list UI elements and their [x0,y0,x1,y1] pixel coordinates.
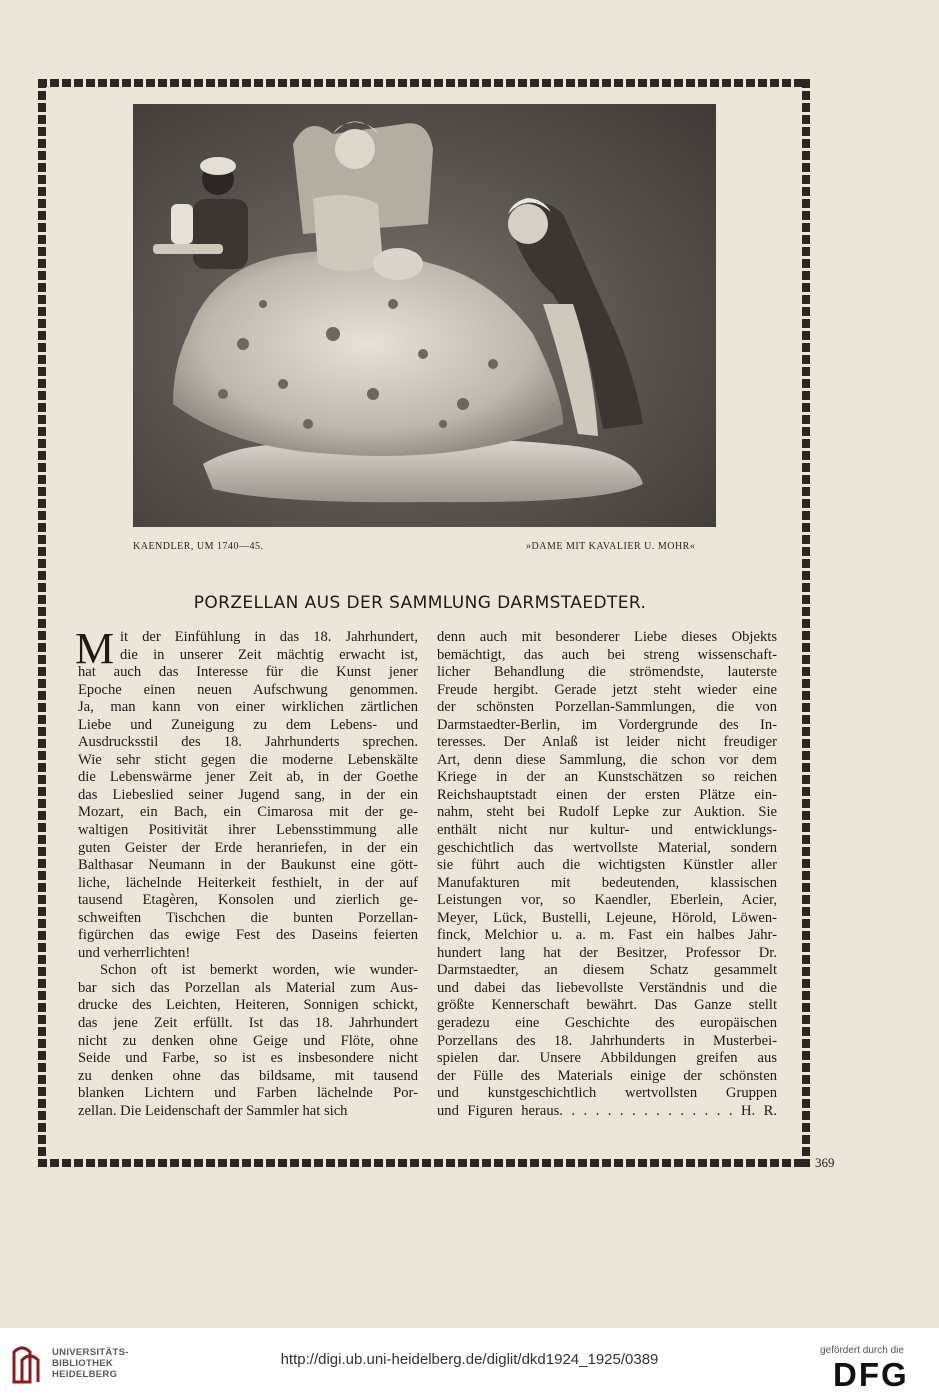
text-line: Ausdrucksstil des 18. Jahrhunderts sprechen. [78,734,418,751]
text-line: und verherrlichten! [78,944,191,961]
library-name-line: BIBLIOTHEK [52,1358,114,1369]
text-line: das Liebeslied seiner Jugend sang, in der ein [78,786,418,803]
text-line: nahm, steht bei Rudolf Lepke zur Auktion. Sie [437,804,777,821]
drop-cap: M [75,624,115,673]
text-line: Schon oft ist bemerkt worden, wie wunder- [100,962,418,979]
text-line: das jene Zeit erfüllt. Ist das 18. Jahrhundert [78,1015,418,1032]
frame-top-border [38,79,810,87]
library-name-line: UNIVERSITÄTS- [52,1347,129,1358]
text-line: hat auch das Interesse für die Kunst jener [78,664,418,681]
text-line: Darmstaedter, an diesem Schatz gesammelt [437,962,777,979]
text-line: zellan. Die Leidenschaft der Sammler hat sich [78,1102,348,1119]
text-line: Reichshauptstadt einen der ersten Plätze ein- [437,786,777,803]
text-line: enthält nicht nur kultur- und entwicklungs- [437,822,777,839]
text-line: licher Behandlung die strömendste, lauterste [437,664,777,681]
text-line: Kriege in der an Kunstschätzen so reichen [437,769,777,786]
text-line: guten Geister der Erde heranriefen, in der ein [78,839,418,856]
left-text-column [78,629,418,1120]
text-line: Epoche einen neuen Aufschwung genommen. [78,681,418,698]
text-line: Freude hergibt. Gerade jetzt steht wieder eine [437,681,777,698]
text-line: blanken Lichtern und Farben lächelnde Por- [78,1085,418,1102]
text-line: und kunstgeschichtlich wertvollsten Gruppen [437,1085,777,1102]
figure-caption-title: »DAME MIT KAVALIER U. MOHR« [526,541,696,552]
text-line: it der Einfühlung in das 18. Jahrhundert, [120,629,418,645]
library-name-line: HEIDELBERG [52,1369,118,1380]
text-line: Balthasar Neumann in der Baukunst eine gött- [78,857,418,874]
text-line: geradezu eine Geschichte des europäischen [437,1015,777,1032]
source-url[interactable]: http://digi.ub.uni-heidelberg.de/diglit/dkd1924_1925/0389 [280,1351,659,1368]
text-line: schweiften Tischchen die bunten Porzellan- [78,909,418,926]
text-line: Art, denn diese Sammlung, die schon vor dem [437,751,777,768]
text-line: sie führt auch die wichtigsten Künstler aller [437,857,777,874]
text-line: spielen dar. Unsere Abbildungen greifen aus [437,1050,777,1067]
dfg-logo: DFG [833,1356,909,1393]
text-line: liche, lächelnde Heiterkeit festhielt, in der auf [78,874,418,891]
text-line: drucke des Leichten, Heiteren, Sonnigen schickt, [78,997,418,1014]
figure-caption-artist: KAENDLER, UM 1740—45. [133,541,264,552]
frame-left-border [38,79,46,1167]
text-line: nicht zu denken ohne Geige und Flöte, ohne [78,1032,418,1049]
text-line: teresses. Der Anlaß ist leider nicht freudiger [437,734,777,751]
text-line: bar sich das Porzellan als Material zum Aus- [78,979,418,996]
text-line: tausend Etagèren, Konsolen und zierlich ge- [78,892,418,909]
text-line: Darmstaedter-Berlin, im Vordergrunde des In- [437,716,777,733]
text-line: Liebe und Zuneigung zu dem Lebens- und [78,716,418,733]
text-line: zu denken ohne das bildsame, mit tausend [78,1067,418,1084]
text-line: und dabei das liebevollste Verständnis und die [437,979,777,996]
text-line: Wie sehr sticht gegen die moderne Lebenskälte [78,751,418,768]
frame-right-border [802,79,810,1167]
text-line: Ja, man kann von einer wirklichen zärtlichen [78,699,418,716]
text-line: Leistungen vor, so Kaendler, Eberlein, Acier, [437,892,777,909]
text-line: hundert lang hat der Besitzer, Professor Dr. [437,944,777,961]
text-line: der Fülle des Materials einige der schönsten [437,1067,777,1084]
text-line: Mozart, ein Bach, ein Cimarosa mit der ge- [78,804,418,821]
right-text-column [437,629,777,1120]
funded-by-label: gefördert durch die [820,1345,904,1356]
text-line: bemächtigt, das auch bei streng wissenschaft- [437,646,777,663]
text-line: finck, Melchior u. a. m. Fast ein halbes Jahr- [437,927,777,944]
text-line: waltigen Positivität ihrer Lebensstimmung alle [78,822,418,839]
text-line: die Lebenswärme jener Zeit ab, in der Goethe [78,769,418,786]
text-line: Porzellans des 18. Jahrhunderts in Musterbei- [437,1032,777,1049]
text-line: figürchen das ewige Fest des Daseins feierten [78,927,418,944]
text-line: und Figuren heraus. . . . . . . . . . . . . . . H. R. [437,1102,777,1119]
text-line: die in unserer Zeit mächtig erwacht ist, [120,646,418,663]
text-line: der schönsten Porzellan-Sammlungen, die von [437,699,777,716]
text-line: größte Kennerschaft bewährt. Das Ganze stellt [437,997,777,1014]
frame-bottom-border [38,1159,810,1167]
text-line: Meyer, Lück, Bustelli, Lejeune, Hörold, Löwen- [437,909,777,926]
text-line: Seide und Farbe, so ist es insbesondere nicht [78,1050,418,1067]
porcelain-photograph [133,104,716,527]
text-line: Manufakturen mit bedeutenden, klassischen [437,874,777,891]
page-number: 369 [815,1155,835,1170]
text-line: geschichtlich das wertvollste Material, sondern [437,839,777,856]
article-title: PORZELLAN AUS DER SAMMLUNG DARMSTAEDTER. [193,593,647,613]
text-line: denn auch mit besonderer Liebe dieses Objekts [437,629,777,645]
